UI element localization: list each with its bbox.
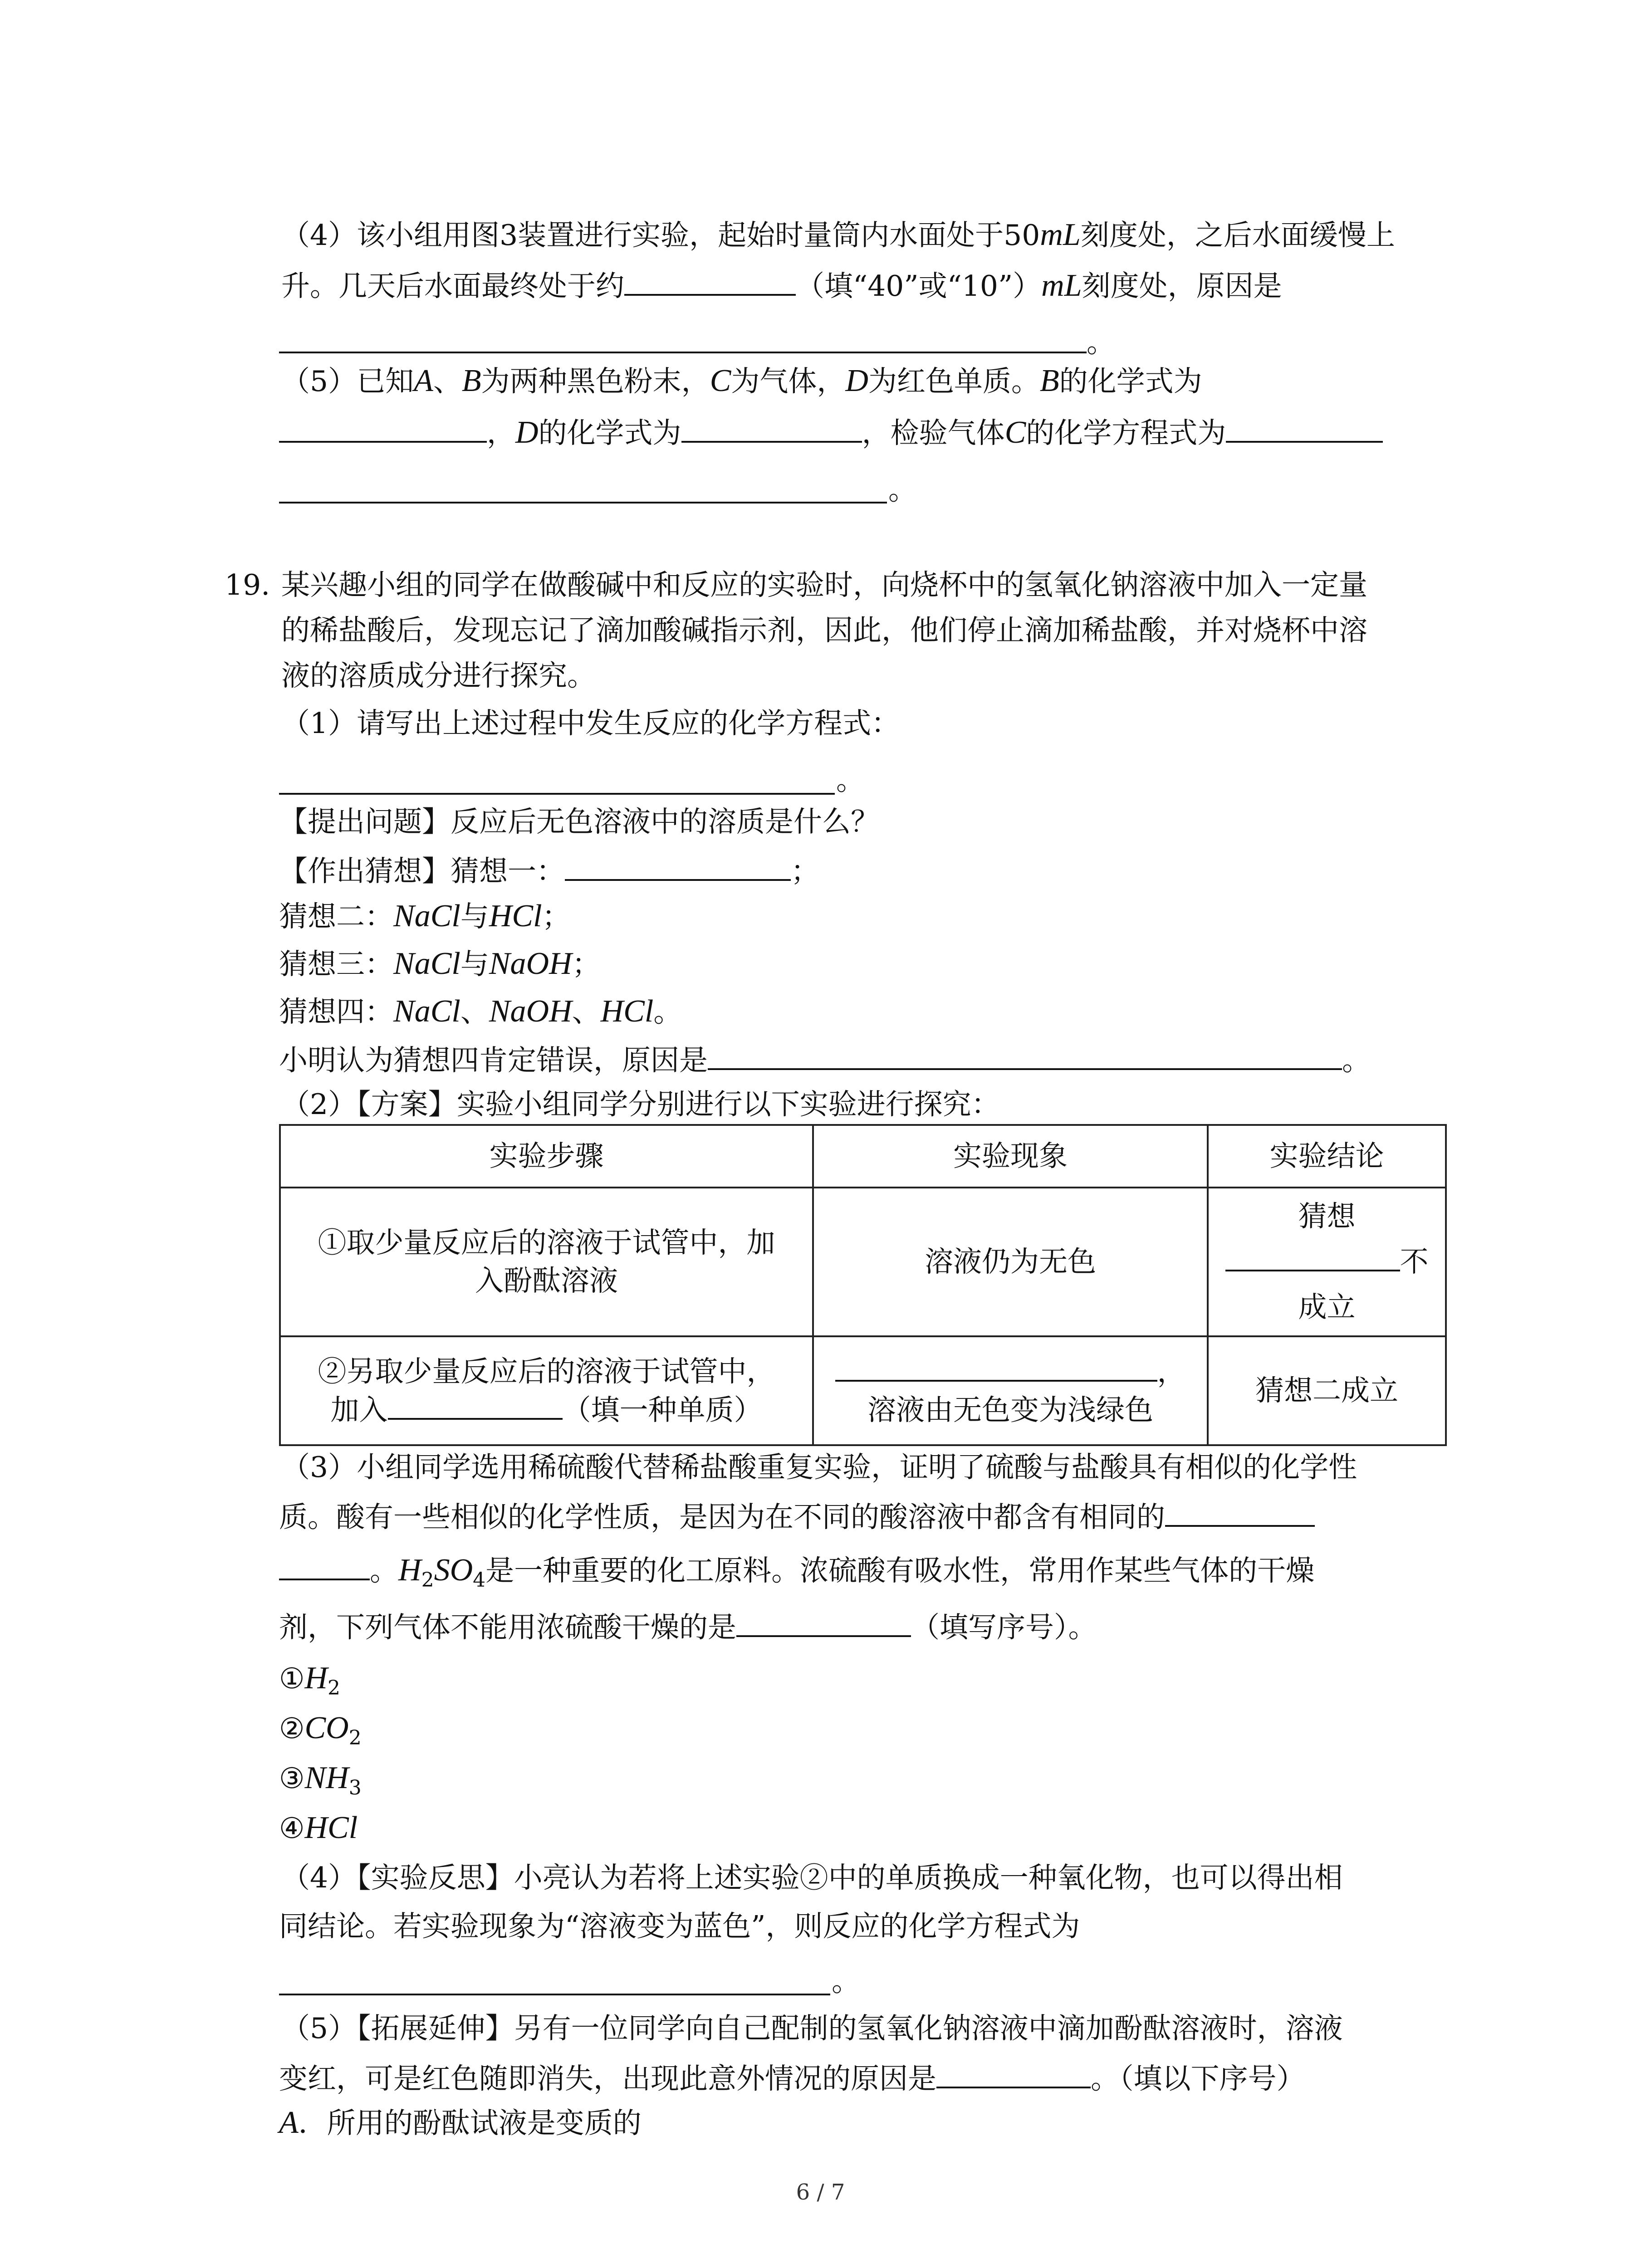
table-cell: 猜想二成立 [1208, 1336, 1446, 1445]
table-header: 实验结论 [1208, 1125, 1446, 1188]
q19-p1: （1）请写出上述过程中发生反应的化学方程式： [281, 707, 900, 740]
q18-p5-line1: （5）已知A、B为两种黑色粉末，C为气体，D为红色单质。B的化学式为 [281, 363, 1202, 398]
q19-p5-line2: 变红，可是红色随即消失，出现此意外情况的原因是 。（填以下序号） [279, 2059, 1305, 2097]
question-number: 19. [225, 568, 270, 601]
q18-p4-line2: 升。几天后水面最终处于约 （填“40”或“10”）mL刻度处，原因是 [281, 267, 1282, 304]
q18-p4-line1: （4）该小组用图3装置进行实验，起始时量筒内水面处于50mL刻度处，之后水面缓慢上 [281, 217, 1395, 252]
q19-question: 【提出问题】反应后无色溶液中的溶质是什么？ [279, 805, 879, 838]
option-a: A．所用的酚酞试液是变质的 [279, 2105, 642, 2140]
answer-blank[interactable] [681, 414, 862, 443]
answer-blank[interactable] [279, 502, 887, 503]
q19-stem-3: 液的溶质成分进行探究。 [281, 659, 596, 692]
period: 。 [836, 763, 865, 797]
period: 。 [888, 473, 917, 506]
q19-p4-line2: 同结论。若实验现象为“溶液变为蓝色”，则反应的化学方程式为 [279, 1910, 1080, 1943]
q18-p5-line2: ，D的化学式为 ，检验气体C的化学方程式为 [279, 414, 1383, 451]
table-cell: ①取少量反应后的溶液于试管中，加 入酚酞溶液 [280, 1188, 813, 1336]
period: 。 [832, 1965, 860, 1998]
page-number: 6 / 7 [796, 2180, 845, 2205]
q19-guess1: 【作出猜想】猜想一： ； [279, 852, 819, 890]
answer-blank[interactable] [279, 1994, 830, 1995]
q19-guess3: 猜想三：NaCl与NaOH； [279, 946, 601, 981]
table-header: 实验现象 [813, 1125, 1208, 1188]
table-cell: ②另取少量反应后的溶液于试管中， 加入 （填一种单质） [280, 1336, 813, 1445]
answer-blank[interactable] [1225, 1242, 1400, 1271]
table-cell: 猜想 不 成立 [1208, 1188, 1446, 1336]
answer-blank[interactable] [736, 1608, 911, 1637]
q19-p3-line4: 剂，下列气体不能用浓硫酸干燥的是 （填写序号）。 [279, 1608, 1097, 1646]
answer-blank[interactable] [388, 1391, 563, 1420]
answer-blank[interactable] [279, 352, 1087, 353]
q19-p3-line1: （3）小组同学选用稀硫酸代替稀盐酸重复实验，证明了硫酸与盐酸具有相似的化学性 [281, 1451, 1357, 1484]
answer-blank[interactable] [835, 1353, 1157, 1382]
answer-blank[interactable] [565, 852, 791, 881]
option-3: $③NH_3$ [279, 1760, 362, 1799]
table-cell: 溶液仍为无色 [813, 1188, 1208, 1336]
answer-blank[interactable] [708, 1041, 1342, 1070]
answer-blank[interactable] [1165, 1498, 1315, 1527]
table-row [280, 1336, 1446, 1445]
q19-p2: （2）【方案】实验小组同学分别进行以下实验进行探究： [281, 1088, 1000, 1121]
answer-blank[interactable] [1226, 414, 1383, 443]
q19-p4-line1: （4）【实验反思】小亮认为若将上述实验②中的单质换成一种氧化物，也可以得出相 [281, 1861, 1343, 1894]
answer-blank[interactable] [279, 414, 487, 443]
table-row [280, 1188, 1446, 1336]
q19-xiaoming: 小明认为猜想四肯定错误，原因是 。 [279, 1041, 1371, 1079]
table-header: 实验步骤 [280, 1125, 813, 1188]
q19-stem-1: 某兴趣小组的同学在做酸碱中和反应的实验时，向烧杯中的氢氧化钠溶液中加入一定量 [281, 568, 1367, 601]
q19-stem-2: 的稀盐酸后，发现忘记了滴加酸碱指示剂，因此，他们停止滴加稀盐酸，并对烧杯中溶 [281, 614, 1367, 647]
option-2: $②CO_2$ [279, 1711, 362, 1750]
experiment-table [279, 1124, 1447, 1446]
period: 。 [1087, 326, 1115, 359]
answer-blank[interactable] [279, 793, 835, 795]
q19-guess4: 猜想四：NaCl、NaOH、HCl。 [279, 994, 682, 1029]
answer-blank[interactable] [624, 267, 796, 296]
q19-p3-line2: 质。酸有一些相似的化学性质，是因为在不同的酸溶液中都含有相同的 [279, 1498, 1315, 1535]
table-cell: ， 溶液由无色变为浅绿色 [813, 1336, 1208, 1445]
option-4: ④HCl [279, 1810, 358, 1845]
q19-guess2: 猜想二：NaCl与HCl； [279, 899, 571, 934]
q19-p3-line3: 。$H_2SO_4$是一种重要的化工原料。浓硫酸有吸水性，常用作某些气体的干燥 [279, 1551, 1314, 1589]
table-header-row [280, 1125, 1446, 1188]
answer-blank[interactable] [936, 2059, 1091, 2088]
q19-p5-line1: （5）【拓展延伸】另有一位同学向自己配制的氢氧化钠溶液中滴加酚酞溶液时，溶液 [281, 2012, 1343, 2045]
option-1: $①H_2$ [279, 1661, 341, 1700]
answer-blank[interactable] [279, 1551, 370, 1580]
